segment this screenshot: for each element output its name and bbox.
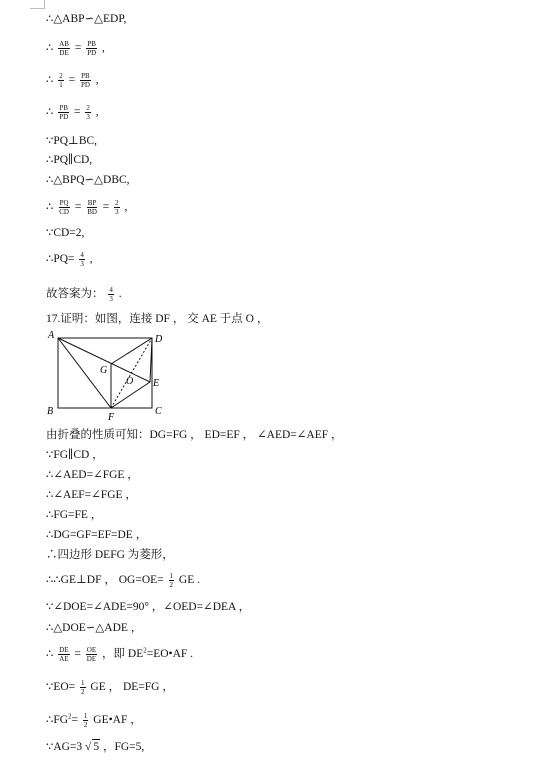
punct: ,	[95, 106, 99, 119]
line-suffix: =EO•AF .	[146, 648, 194, 661]
numerator: OE	[86, 646, 97, 654]
fraction	[86, 646, 97, 663]
line-text: ∴△ABP∽△EDP,	[46, 13, 127, 25]
line-22	[46, 621, 142, 635]
numerator: PB	[81, 72, 90, 80]
equals: =	[74, 42, 82, 55]
numerator: PB	[59, 104, 68, 112]
geometry-figure	[44, 330, 174, 422]
line-24	[46, 679, 174, 696]
label-c: C	[155, 406, 162, 417]
fraction	[85, 104, 91, 121]
fraction	[86, 199, 98, 216]
line-8	[46, 199, 127, 216]
line-prefix: ∴∴GE⊥DF ， OG=OE=	[46, 574, 164, 587]
denominator: 2	[83, 721, 88, 729]
superscript: 2	[143, 646, 147, 655]
denominator: DE	[59, 49, 69, 57]
punct: ,	[95, 74, 99, 87]
line-text: ∴∠AED=∠FGE ，	[46, 469, 139, 481]
label-f: F	[108, 412, 115, 422]
numerator: 1	[81, 679, 85, 687]
denominator: BD	[87, 208, 97, 216]
line-text: ∴PQ∥CD,	[46, 154, 93, 166]
line-21	[46, 600, 250, 614]
numerator: PB	[87, 40, 96, 48]
line-11	[46, 286, 122, 303]
punct: ,	[89, 253, 93, 266]
line-suffix: ，即 DE	[102, 648, 144, 661]
line-text: ∴△DOE∽△ADE ，	[46, 622, 143, 634]
therefore-symbol: ∴	[46, 106, 54, 119]
line-text: ∵∠DOE=∠ADE=90° ，∠OED=∠DEA ，	[46, 601, 251, 613]
fraction	[79, 251, 85, 268]
line-text: ∴△BPQ∽△DBC,	[46, 174, 130, 186]
line-9	[46, 226, 84, 240]
fraction	[169, 572, 175, 589]
line-text: ∴FG=FE ，	[46, 509, 103, 521]
radicand: 5	[93, 741, 100, 753]
page-corner-mark	[30, 0, 45, 9]
line-17	[46, 508, 102, 522]
fraction	[80, 679, 86, 696]
line-2	[46, 40, 105, 57]
equals: =	[74, 106, 81, 119]
line-25	[46, 712, 142, 729]
fraction	[58, 199, 70, 216]
fraction	[80, 72, 91, 89]
denominator: PD	[80, 81, 90, 89]
denominator: 3	[115, 208, 119, 216]
line-text: ∴四边形 DEFG 为菱形，	[46, 549, 174, 561]
line-5	[46, 134, 97, 148]
punct: ,	[124, 201, 128, 214]
line-16	[46, 488, 137, 502]
line-text: ∵PQ⊥BC,	[46, 135, 98, 147]
line-20	[46, 572, 200, 589]
therefore-symbol: ∴	[46, 74, 54, 87]
line-4	[46, 104, 99, 121]
equals: =	[102, 201, 110, 214]
line-13	[46, 428, 343, 442]
label-b: B	[47, 406, 54, 417]
line-19	[46, 548, 174, 562]
line-text: ∴DG=GF=EF=DE ，	[46, 529, 148, 541]
numerator: BP	[87, 199, 97, 207]
punct: .	[118, 288, 122, 301]
numerator: 1	[83, 712, 88, 720]
line-6	[46, 153, 92, 167]
line-text: 由折叠的性质可知：DG=FG ， ED=EF ， ∠AED=∠AEF ，	[46, 429, 343, 441]
therefore-symbol: ∴	[46, 42, 54, 55]
line-26	[46, 739, 144, 754]
denominator: DE	[86, 655, 97, 663]
numerator: PQ	[59, 199, 69, 207]
label-d: D	[155, 334, 163, 345]
line-suffix: GE .	[178, 574, 200, 587]
line-text: ∵FG∥CD ，	[46, 449, 104, 461]
denominator: AE	[59, 655, 69, 663]
fraction	[58, 646, 69, 663]
line-prefix: ∴FG	[46, 714, 69, 727]
denominator: 3	[109, 295, 113, 303]
numerator: 2	[59, 72, 63, 80]
line-23	[46, 646, 193, 663]
denominator: 3	[80, 260, 84, 268]
therefore-symbol: ∴	[46, 201, 54, 214]
line-prefix: 故答案为：	[46, 288, 104, 301]
fraction	[58, 40, 70, 57]
line-prefix: ∵AG=3	[46, 741, 83, 753]
line-suffix: GE•AF ，	[93, 714, 142, 727]
fraction	[83, 712, 89, 729]
label-e: E	[153, 378, 160, 389]
numerator: 1	[169, 572, 174, 580]
line-18	[46, 528, 147, 542]
equals: =	[71, 714, 79, 727]
line-10	[46, 251, 93, 268]
denominator: 2	[169, 581, 174, 589]
therefore-symbol: ∴	[46, 648, 54, 661]
line-15	[46, 468, 139, 482]
denominator: 2	[81, 688, 85, 696]
label-a: A	[48, 330, 55, 341]
fraction	[114, 199, 120, 216]
label-o: O	[126, 376, 134, 387]
line-1	[46, 12, 126, 26]
fraction	[86, 40, 97, 57]
line-7	[46, 173, 130, 187]
segment-gd	[111, 338, 152, 364]
segment-df-dashed	[111, 338, 152, 408]
line-14	[46, 448, 104, 462]
numerator: 2	[115, 199, 119, 207]
sqrt-symbol: √	[85, 741, 92, 753]
line-suffix: GE ， DE=FG ，	[90, 681, 174, 694]
numerator: AB	[59, 40, 69, 48]
denominator: PD	[87, 49, 97, 57]
denominator: PD	[59, 113, 69, 121]
numerator: 4	[80, 251, 84, 259]
line-prefix: ∴PQ=	[46, 253, 75, 266]
equals: =	[68, 74, 76, 87]
line-suffix: ，FG=5,	[102, 741, 145, 753]
equals: =	[74, 648, 81, 661]
superscript: 2	[68, 712, 72, 721]
numerator: 4	[109, 286, 113, 294]
fraction	[108, 286, 114, 303]
line-prefix: ∵EO=	[46, 681, 76, 694]
line-12	[46, 312, 268, 326]
punct: ,	[102, 42, 105, 55]
line-3	[46, 72, 99, 89]
equals: =	[74, 201, 82, 214]
fraction	[58, 104, 69, 121]
denominator: CD	[59, 208, 69, 216]
fraction	[58, 72, 64, 89]
numerator: 2	[86, 104, 90, 112]
label-g: G	[100, 365, 108, 376]
line-text: ∵CD=2,	[46, 227, 85, 239]
numerator: DE	[59, 646, 69, 654]
denominator: 3	[86, 113, 90, 121]
denominator: 1	[59, 81, 63, 89]
line-text: ∴∠AEF=∠FGE ，	[46, 489, 137, 501]
line-text: 17.证明：如图，连接 DF ， 交 AE 于点 O ，	[46, 313, 269, 325]
